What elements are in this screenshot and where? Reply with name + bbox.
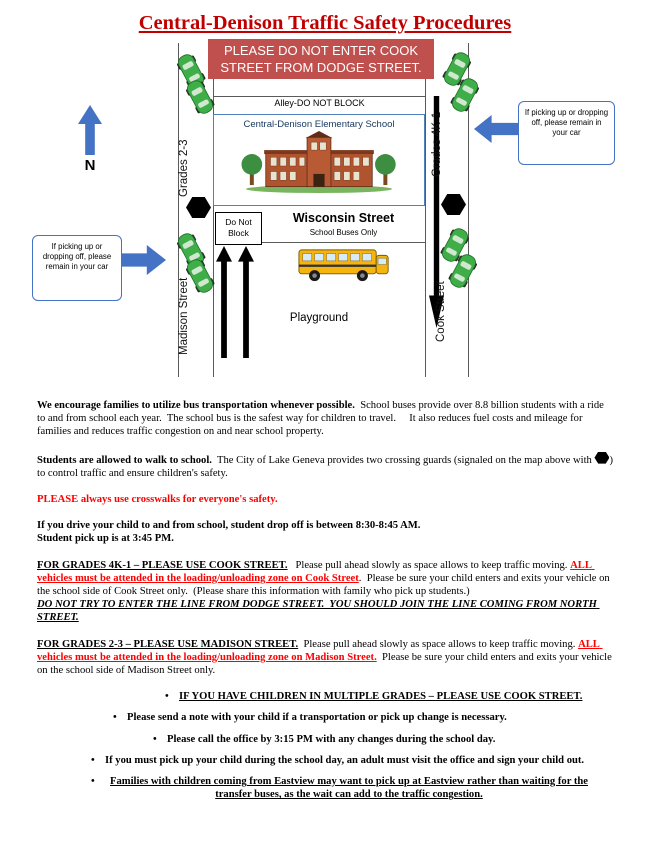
- cook-street-label: Cook Street: [435, 281, 447, 342]
- cook-street-left-line: [425, 43, 426, 377]
- school-name-label: Central-Denison Elementary School: [243, 119, 395, 130]
- bullet-eastview: • Families with children coming from Eastview may want to pick up at Eastview rather than waiting for the transfer buses, as the wait can add to the traffic congestion.: [105, 775, 593, 801]
- crossing-guard-hexagon-inline-icon: [594, 452, 609, 464]
- bullet-call-office: • Please call the office by 3:15 PM with any changes during the school day.: [167, 733, 613, 746]
- crossing-guard-left-hexagon-icon: [186, 197, 211, 218]
- grades-4k-1-label: Grades 4K-1: [431, 111, 443, 177]
- page-title: Central-Denison Traffic Safety Procedures: [138, 12, 512, 34]
- do-not-block-box: Do Not Block: [215, 212, 262, 245]
- body-text: [37, 399, 616, 801]
- paragraph-grades-4k-1: FOR GRADES 4K-1 – PLEASE USE COOK STREET. Please pull ahead slowly as space allows to keep traffic moving. ALL vehicles must be attended in the loading/unloading zone on Cook Street. Please be sure your child enters and exits your vehicle on the school side of Cook Street only. (Please share this information with family who pick up students.) DO NOT TRY TO ENTER THE LINE FROM DODGE STREET. YOU SHOULD JOIN THE LINE COMING FROM NORTH STREET.: [37, 559, 613, 624]
- paragraph-dropoff-times: If you drive your child to and from school, student drop off is between 8:30-8:45 AM. Student pick up is at 3:45 PM.: [37, 520, 421, 545]
- paragraph-bus-transport: We encourage families to utilize bus transportation whenever possible. School buses provide over 8.8 billion students with a ride to and from school each year. The school bus is the safest way for children to travel. It also reduces fuel costs and mileage for families and reduces traffic congestion on and near school property.: [37, 400, 607, 438]
- madison-street-right-line: [213, 43, 214, 377]
- madison-northbound-arrow-icon: [216, 246, 232, 358]
- madison-northbound-arrow-2-icon: [238, 246, 254, 358]
- paragraph-walk-to-school: Students are allowed to walk to school. The City of Lake Geneva provides two crossing guards (signaled on the map above with ) to control traffic and ensure children's safety.: [37, 452, 613, 480]
- callout-arrow-right-icon: [118, 245, 166, 275]
- alley-line: [214, 96, 425, 97]
- school-block: [213, 114, 425, 206]
- traffic-map: [0, 39, 650, 391]
- north-label: N: [84, 157, 96, 174]
- north-arrow-icon: [78, 105, 102, 155]
- school-buses-only-label: School Buses Only: [309, 228, 378, 237]
- pickup-callout-left: If picking up or dropping off, please remain in your car: [32, 235, 122, 301]
- pickup-callout-right: If picking up or dropping off, please remain in your car: [518, 101, 615, 165]
- madison-street-label: Madison Street: [178, 277, 190, 355]
- grades-2-3-label: Grades 2-3: [178, 139, 190, 197]
- paragraph-grades-2-3: FOR GRADES 2-3 – PLEASE USE MADISON STREET. Please pull ahead slowly as space allows to keep traffic moving. ALL vehicles must be attended in the loading/unloading zone on Madison Street. Please be sure your child enters and exits your vehicle on the school side of Madison Street only.: [37, 638, 615, 677]
- do-not-enter-banner: PLEASE DO NOT ENTER COOK STREET FROM DODGE STREET.: [208, 39, 434, 79]
- bullet-multiple-grades: • IF YOU HAVE CHILDREN IN MULTIPLE GRADES – PLEASE USE COOK STREET.: [179, 690, 613, 703]
- bullet-send-note: • Please send a note with your child if a transportation or pick up change is necessary.: [127, 711, 613, 724]
- alley-label: Alley-DO NOT BLOCK: [274, 98, 365, 108]
- playground-label: Playground: [289, 312, 349, 324]
- bullet-sign-out: • If you must pick up your child during the school day, an adult must visit the office and sign your child out.: [105, 754, 613, 767]
- school-building-icon: [233, 131, 405, 193]
- wisconsin-street-label: Wisconsin Street: [292, 211, 395, 225]
- school-bus-icon: [298, 246, 390, 285]
- paragraph-crosswalks: PLEASE always use crosswalks for everyone's safety.: [37, 494, 278, 506]
- wisconsin-street-line: [262, 242, 425, 243]
- crossing-guard-right-hexagon-icon: [441, 194, 466, 215]
- callout-arrow-left-icon: [474, 115, 518, 143]
